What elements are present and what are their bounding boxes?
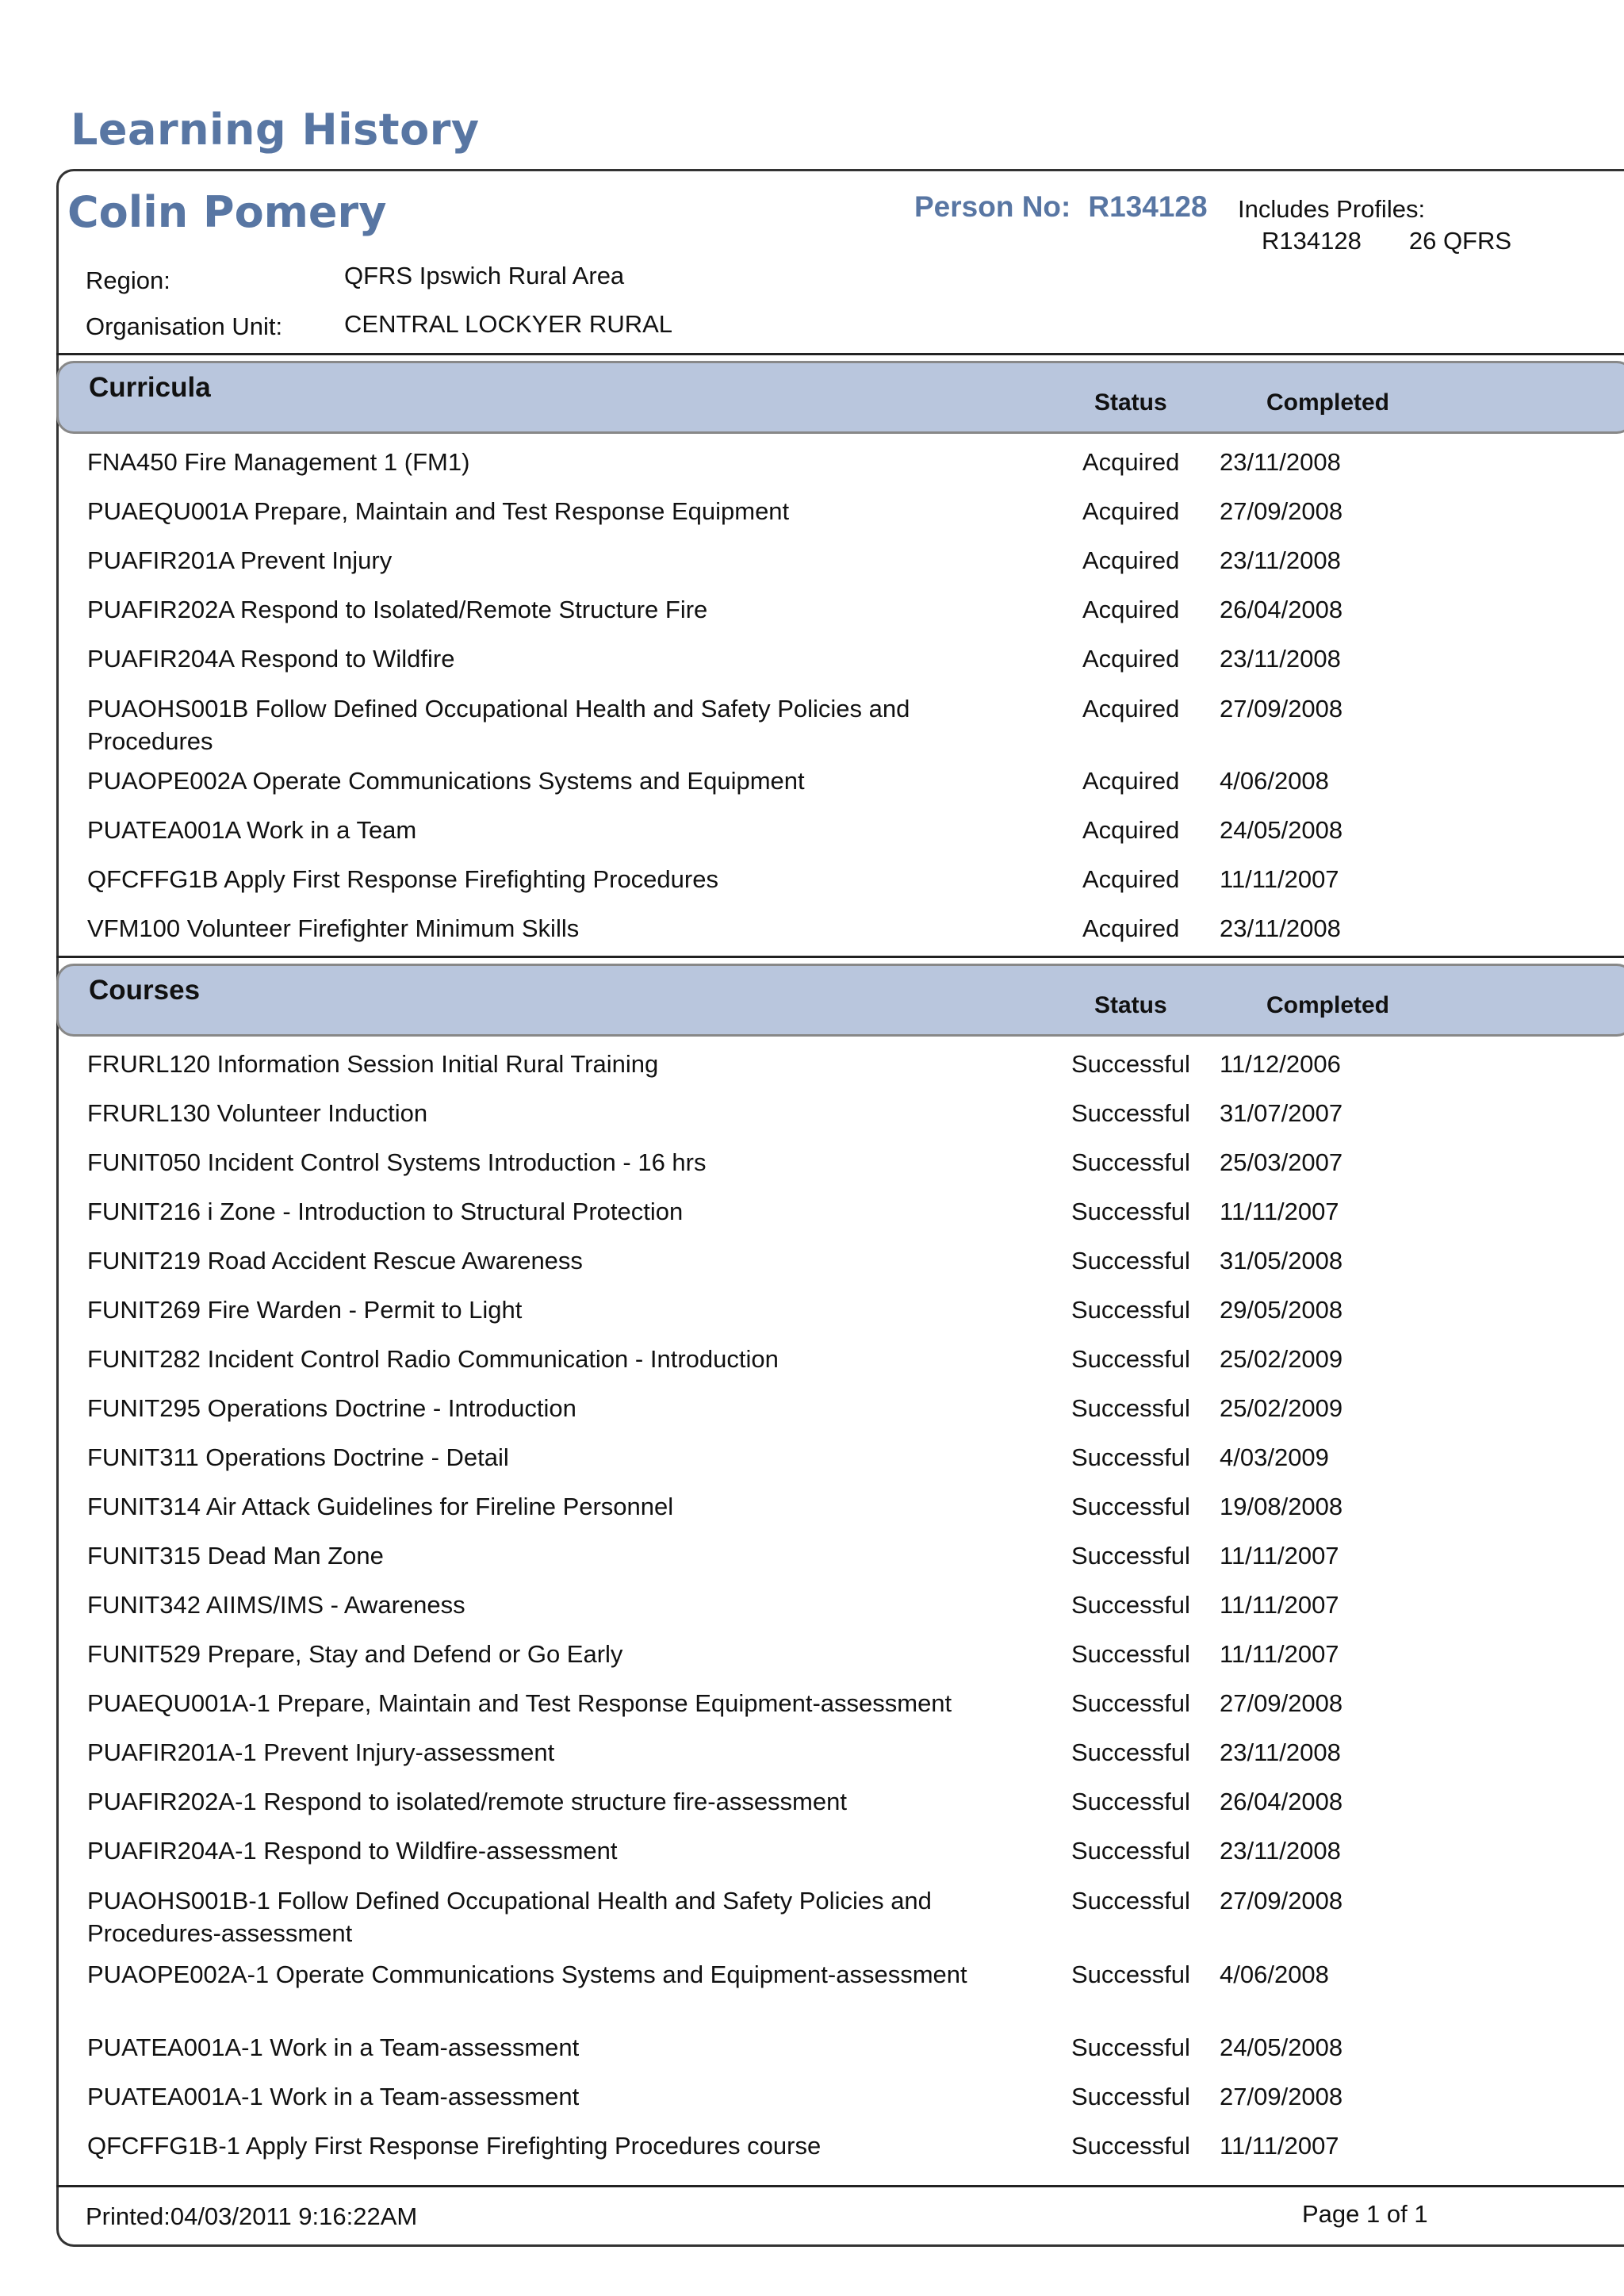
row-status: Successful — [1071, 1443, 1190, 1471]
row-completed-date: 23/11/2008 — [1220, 645, 1341, 673]
row-completed-date: 27/09/2008 — [1220, 1887, 1343, 1915]
profile-name: 26 QFRS — [1408, 227, 1512, 255]
row-title: FRURL130 Volunteer Induction — [87, 1099, 428, 1127]
row-completed-date: 23/11/2008 — [1220, 448, 1341, 476]
row-title: PUAEQU001A-1 Prepare, Maintain and Test Response Equipment-assessment — [87, 1689, 952, 1717]
row-title: PUAFIR204A-1 Respond to Wildfire-assessment — [87, 1837, 618, 1865]
row-title: PUAOPE002A-1 Operate Communications Systems and Equipment-assessment — [87, 1961, 967, 1988]
row-title: PUAOPE002A Operate Communications Systems and Equipment — [87, 767, 805, 795]
courses-title: Courses — [89, 975, 201, 1006]
row-completed-date: 4/06/2008 — [1220, 767, 1329, 795]
person-number-value: R134128 — [1088, 190, 1208, 223]
row-title: PUAOHS001B Follow Defined Occupational Health and Safety Policies and Procedures — [87, 695, 910, 755]
row-title: FUNIT282 Incident Control Radio Communication - Introduction — [87, 1345, 779, 1373]
row-completed-date: 23/11/2008 — [1220, 1837, 1341, 1865]
row-completed-date: 26/04/2008 — [1220, 1788, 1343, 1815]
page-title: Learning History — [71, 105, 480, 155]
row-title: FUNIT529 Prepare, Stay and Defend or Go Early — [87, 1640, 623, 1668]
row-status: Acquired — [1082, 546, 1180, 574]
row-completed-date: 31/05/2008 — [1220, 1247, 1343, 1274]
row-completed-date: 11/11/2007 — [1220, 1198, 1339, 1225]
row-status: Successful — [1071, 1345, 1190, 1373]
row-status: Acquired — [1082, 865, 1180, 893]
row-status: Acquired — [1082, 914, 1180, 942]
row-status: Acquired — [1082, 695, 1180, 723]
profile-row — [1262, 227, 1511, 255]
row-title: VFM100 Volunteer Firefighter Minimum Skills — [87, 914, 580, 942]
row-completed-date: 23/11/2008 — [1220, 914, 1341, 942]
row-status: Successful — [1071, 1837, 1190, 1865]
person-number — [914, 190, 1208, 224]
row-status: Acquired — [1082, 448, 1180, 476]
row-status: Acquired — [1082, 497, 1180, 525]
row-status: Successful — [1071, 1394, 1190, 1422]
row-title: PUAFIR204A Respond to Wildfire — [87, 645, 455, 673]
row-status: Acquired — [1082, 767, 1180, 795]
row-completed-date: 11/11/2007 — [1220, 2132, 1339, 2160]
row-completed-date: 29/05/2008 — [1220, 1296, 1343, 1324]
row-completed-date: 24/05/2008 — [1220, 2033, 1343, 2061]
row-completed-date: 11/11/2007 — [1220, 1591, 1339, 1619]
row-status: Acquired — [1082, 645, 1180, 673]
row-status: Successful — [1071, 1887, 1190, 1915]
curricula-divider — [56, 956, 1624, 958]
row-status: Successful — [1071, 1493, 1190, 1520]
row-completed-date: 25/02/2009 — [1220, 1394, 1343, 1422]
row-status: Successful — [1071, 2132, 1190, 2160]
row-status: Successful — [1071, 1050, 1190, 1078]
row-status: Successful — [1071, 1542, 1190, 1570]
person-name: Colin Pomery — [67, 187, 387, 237]
row-status: Successful — [1071, 1788, 1190, 1815]
row-completed-date: 19/08/2008 — [1220, 1493, 1343, 1520]
row-completed-date: 27/09/2008 — [1220, 695, 1343, 723]
region-value: QFRS Ipswich Rural Area — [344, 262, 625, 289]
courses-header-bar — [56, 964, 1624, 1037]
row-title: FNA450 Fire Management 1 (FM1) — [87, 448, 470, 476]
row-title: FUNIT269 Fire Warden - Permit to Light — [87, 1296, 523, 1324]
row-title: PUATEA001A-1 Work in a Team-assessment — [87, 2083, 580, 2110]
row-completed-date: 31/07/2007 — [1220, 1099, 1343, 1127]
row-title: FUNIT315 Dead Man Zone — [87, 1542, 384, 1570]
row-status: Successful — [1071, 1148, 1190, 1176]
curricula-status-header: Status — [1094, 389, 1167, 416]
org-unit-value: CENTRAL LOCKYER RURAL — [344, 310, 673, 338]
row-title: PUAOHS001B-1 Follow Defined Occupational Health and Safety Policies and Procedures-assessment — [87, 1887, 932, 1947]
printed-timestamp: Printed:04/03/2011 9:16:22AM — [86, 2202, 418, 2230]
row-status: Successful — [1071, 1247, 1190, 1274]
row-title: FUNIT050 Incident Control Systems Introduction - 16 hrs — [87, 1148, 707, 1176]
row-completed-date: 23/11/2008 — [1220, 1738, 1341, 1766]
row-title: FUNIT216 i Zone - Introduction to Structural Protection — [87, 1198, 684, 1225]
row-status: Successful — [1071, 2083, 1190, 2110]
row-title: PUAFIR201A Prevent Injury — [87, 546, 393, 574]
row-title: PUAFIR201A-1 Prevent Injury-assessment — [87, 1738, 555, 1766]
row-completed-date: 4/03/2009 — [1220, 1443, 1329, 1471]
row-completed-date: 11/11/2007 — [1220, 1640, 1339, 1668]
header-divider — [56, 353, 1624, 355]
region-label: Region: — [86, 266, 170, 294]
row-title: PUAFIR202A Respond to Isolated/Remote Structure Fire — [87, 596, 708, 623]
row-completed-date: 27/09/2008 — [1220, 497, 1343, 525]
row-title: FRURL120 Information Session Initial Rural Training — [87, 1050, 659, 1078]
row-title: QFCFFG1B-1 Apply First Response Firefighting Procedures course — [87, 2132, 822, 2160]
row-completed-date: 26/04/2008 — [1220, 596, 1343, 623]
row-title: FUNIT314 Air Attack Guidelines for Fireline Personnel — [87, 1493, 674, 1520]
row-status: Successful — [1071, 1640, 1190, 1668]
row-completed-date: 27/09/2008 — [1220, 1689, 1343, 1717]
row-completed-date: 25/03/2007 — [1220, 1148, 1343, 1176]
org-unit-label: Organisation Unit: — [86, 312, 283, 340]
courses-status-header: Status — [1094, 992, 1167, 1018]
curricula-header-bar — [56, 361, 1624, 434]
row-status: Successful — [1071, 2033, 1190, 2061]
row-status: Acquired — [1082, 816, 1180, 844]
row-status: Successful — [1071, 1961, 1190, 1988]
row-title: PUAEQU001A Prepare, Maintain and Test Response Equipment — [87, 497, 790, 525]
includes-profiles-label: Includes Profiles: — [1238, 195, 1426, 223]
row-status: Successful — [1071, 1738, 1190, 1766]
row-status: Successful — [1071, 1099, 1190, 1127]
row-completed-date: 11/11/2007 — [1220, 865, 1339, 893]
row-completed-date: 4/06/2008 — [1220, 1961, 1329, 1988]
row-completed-date: 23/11/2008 — [1220, 546, 1341, 574]
row-status: Successful — [1071, 1198, 1190, 1225]
curricula-completed-header: Completed — [1266, 389, 1390, 416]
row-completed-date: 25/02/2009 — [1220, 1345, 1343, 1373]
row-title: QFCFFG1B Apply First Response Firefighting Procedures — [87, 865, 718, 893]
person-number-label: Person No: — [914, 190, 1071, 223]
row-completed-date: 27/09/2008 — [1220, 2083, 1343, 2110]
row-title: FUNIT219 Road Accident Rescue Awareness — [87, 1247, 583, 1274]
footer-divider — [56, 2185, 1624, 2187]
row-status: Successful — [1071, 1591, 1190, 1619]
row-title: PUAFIR202A-1 Respond to isolated/remote structure fire-assessment — [87, 1788, 847, 1815]
row-completed-date: 11/12/2006 — [1220, 1050, 1341, 1078]
row-status: Acquired — [1082, 596, 1180, 623]
row-completed-date: 11/11/2007 — [1220, 1542, 1339, 1570]
row-status: Successful — [1071, 1689, 1190, 1717]
row-completed-date: 24/05/2008 — [1220, 816, 1343, 844]
curricula-title: Curricula — [89, 372, 211, 403]
profile-id: R134128 — [1262, 227, 1362, 255]
row-title: FUNIT295 Operations Doctrine - Introduction — [87, 1394, 576, 1422]
row-title: FUNIT311 Operations Doctrine - Detail — [87, 1443, 509, 1471]
row-title: FUNIT342 AIIMS/IMS - Awareness — [87, 1591, 465, 1619]
page-number: Page 1 of 1 — [1302, 2200, 1428, 2228]
row-title: PUATEA001A Work in a Team — [87, 816, 417, 844]
courses-completed-header: Completed — [1266, 992, 1390, 1018]
row-status: Successful — [1071, 1296, 1190, 1324]
row-title: PUATEA001A-1 Work in a Team-assessment — [87, 2033, 580, 2061]
